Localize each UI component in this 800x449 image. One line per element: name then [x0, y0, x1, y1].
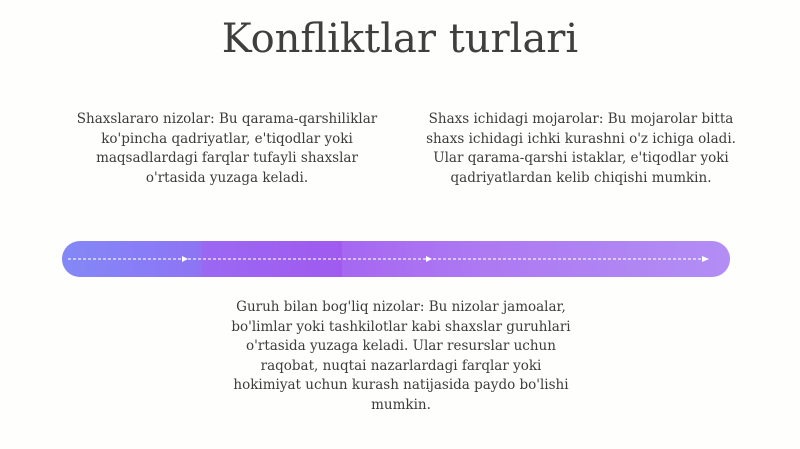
arrow-head-icon: [182, 256, 188, 262]
arrow-head-icon: [426, 256, 432, 262]
timeline-bar: [62, 241, 730, 277]
intrapersonal-conflicts-text: Shaxs ichidagi mojarolar: Bu mojarolar bitta shaxs ichidagi ichki kurashni o'z ichiga oladi. Ular qarama-qarshi istaklar, e'tiqodlar yoki qadriyatlardan kelib chiqishi mumkin.: [426, 111, 736, 186]
arrow-head-icon: [702, 256, 709, 262]
slide-title: Konfliktlar turlari: [221, 16, 579, 62]
interpersonal-conflicts-text: Shaxslararo nizolar: Bu qarama-qarshiliklar ko'pincha qadriyatlar, e'tiqodlar yoki maqsadlardagi farqlar tufayli shaxslar o'rtasida yuzaga keladi.: [76, 111, 378, 186]
group-conflicts-text: Guruh bilan bog'liq nizolar: Bu nizolar jamoalar, bo'limlar yoki tashkilotlar kabi shaxslar guruhlari o'rtasida yuzaga keladi. Ular resurslar uchun raqobat, nuqtai nazarlardagi farqlar yoki hokimiyat uchun kurash natijasida paydo bo'lishi mumkin.: [231, 299, 571, 413]
timeline-arrow: [62, 241, 730, 277]
